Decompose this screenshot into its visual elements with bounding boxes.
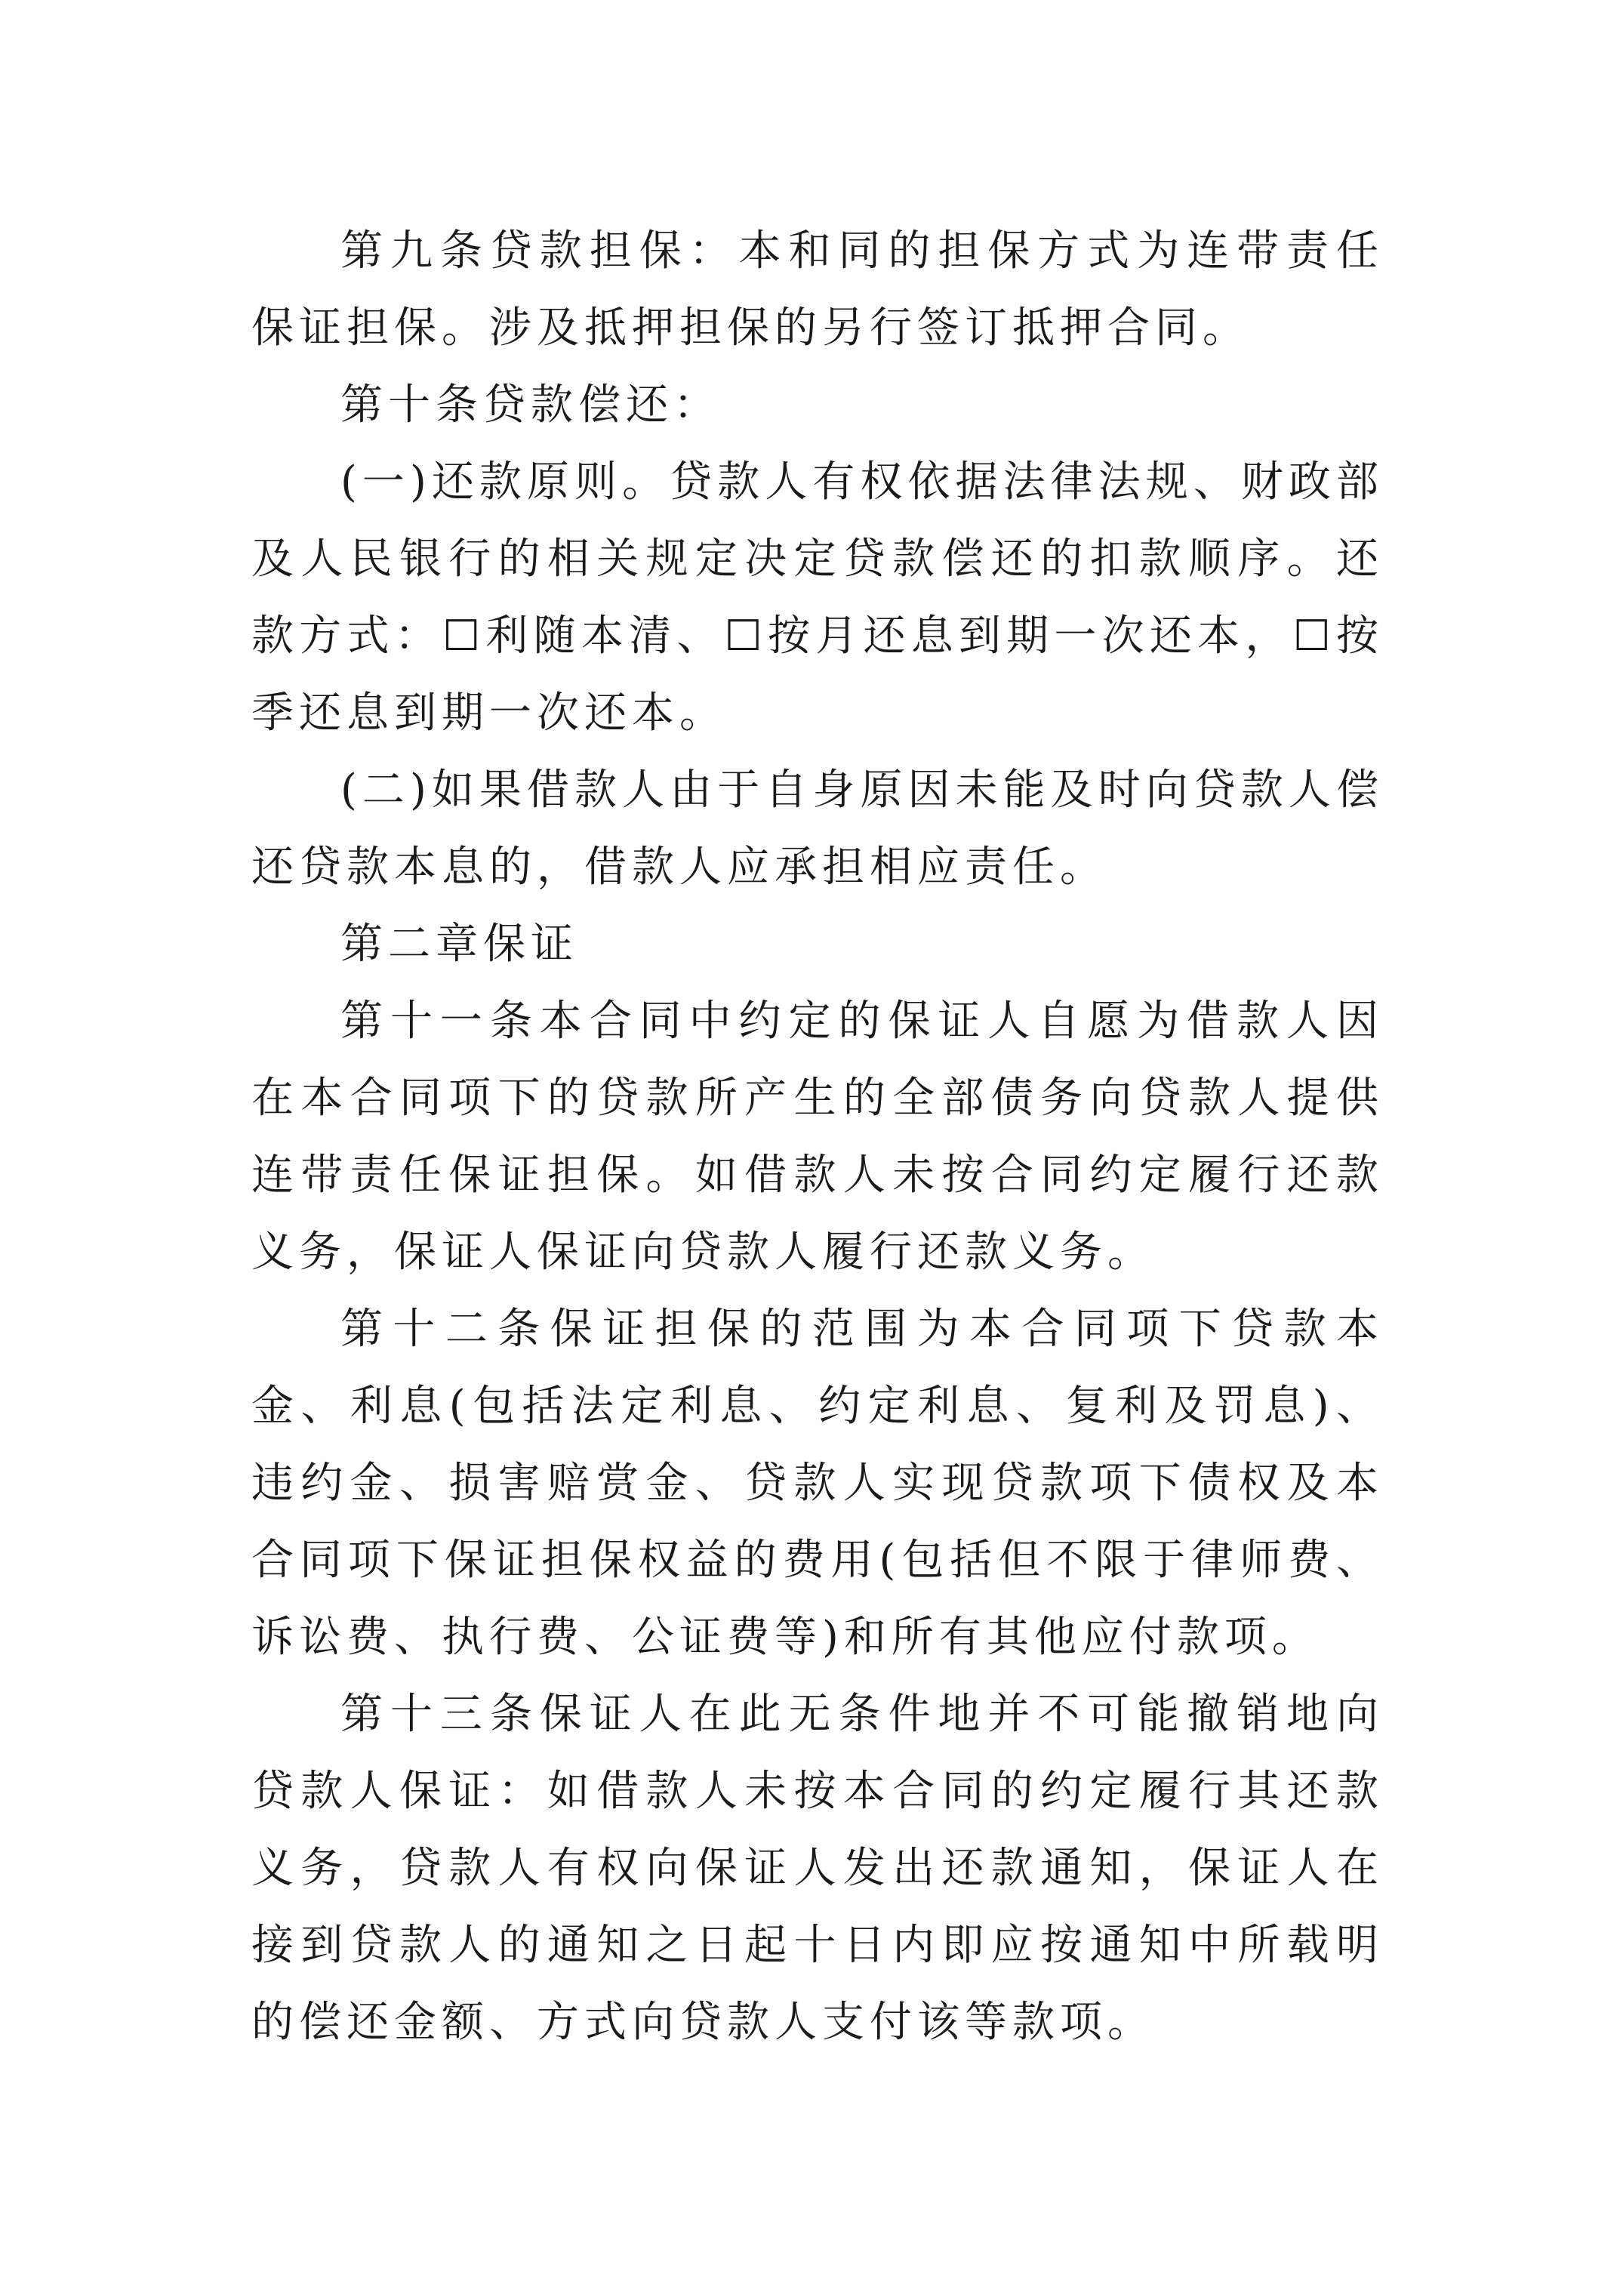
document-body <box>251 213 1384 2061</box>
borrower-liability-clause: (二)如果借款人由于自身原因未能及时向贷款人偿还贷款本息的，借款人应承担相应责任。 <box>251 766 1384 892</box>
article-11-guarantor-clause: 第十一条本合同中约定的保证人自愿为借款人因在本合同项下的贷款所产生的全部债务向贷款人提供连带责任保证担保。如借款人未按合同约定履行还款义务，保证人保证向贷款人履行还款义务。 <box>251 997 1384 1277</box>
article-9-loan-guarantee: 第九条贷款担保：本和同的担保方式为连带责任保证担保。涉及抵押担保的另行签订抵押合同。 <box>251 227 1384 353</box>
article-12-guarantee-scope-clause: 第十二条保证担保的范围为本合同项下贷款本金、利息(包括法定利息、约定利息、复利及罚息)、违约金、损害赔赏金、贷款人实现贷款项下债权及本合同项下保证担保权益的费用(包括但不限于律师费、诉讼费、执行费、公证费等)和所有其他应付款项。 <box>251 1305 1384 1662</box>
article-10-loan-repayment-heading: 第十条贷款偿还： <box>340 381 721 430</box>
article-13-unconditional-guarantee-clause: 第十三条保证人在此无条件地并不可能撤销地向贷款人保证：如借款人未按本合同的约定履行其还款义务，贷款人有权向保证人发出还款通知，保证人在接到贷款人的通知之日起十日内即应按通知中所载明的偿还金额、方式向贷款人支付该等款项。 <box>251 1690 1384 2047</box>
chapter-2-guarantee-heading: 第二章保证 <box>340 920 578 969</box>
repayment-principle-clause: (一)还款原则。贷款人有权依据法律法规、财政部及人民银行的相关规定决定贷款偿还的扣款顺序。还款方式：☐利随本清、☐按月还息到期一次还本，☐按季还息到期一次还本。 <box>251 458 1384 738</box>
